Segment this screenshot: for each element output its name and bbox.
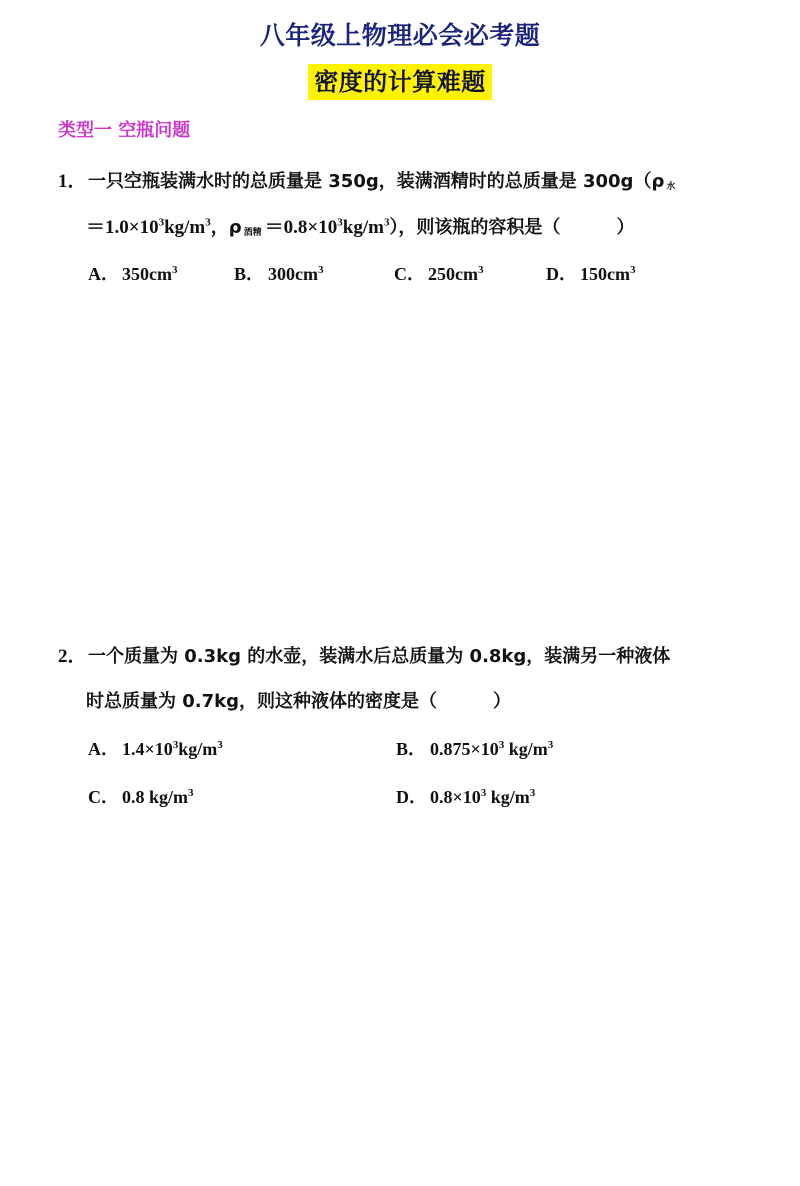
exponent: 3 [477, 264, 484, 276]
option-value: 150cm [580, 264, 630, 284]
density-water-value: ＝1.0×10 [86, 217, 159, 238]
exponent: 3 [480, 787, 487, 799]
exponent: 3 [317, 264, 324, 276]
option-b [396, 735, 553, 761]
question-2-options-row-2 [88, 783, 768, 807]
option-a [88, 260, 177, 286]
option-letter: A． [88, 264, 119, 284]
unit: kg/m [178, 739, 218, 759]
unit: kg/m [504, 739, 548, 759]
option-d [546, 260, 635, 286]
exponent: 3 [383, 216, 390, 229]
option-b [234, 260, 323, 286]
exponent: 3 [529, 787, 536, 799]
exponent: 3 [171, 264, 178, 276]
question-prompt: ），则该瓶的容积是（ [389, 217, 561, 238]
exponent: 3 [205, 216, 211, 229]
question-1-line-2 [86, 212, 634, 239]
density-alcohol-value: ＝0.8×10 [264, 217, 338, 238]
option-value: 0.875×10 [430, 739, 499, 759]
unit: kg/m [486, 787, 530, 807]
highlighted-subtitle: 密度的计算难题 [308, 64, 492, 100]
question-1-options [88, 260, 768, 284]
question-prompt: 时总质量为 0.7kg，则这种液体的密度是（ [86, 691, 438, 712]
option-c [88, 783, 194, 809]
option-d [396, 783, 535, 809]
question-2-line-2 [86, 687, 511, 713]
exponent: 3 [158, 216, 165, 229]
option-letter: C． [88, 787, 119, 807]
rho-subscript-alcohol: 酒精 [243, 227, 262, 237]
exponent: 3 [217, 739, 223, 751]
close-paren: ） [616, 217, 635, 238]
option-letter: B． [396, 739, 427, 759]
option-value: 0.8 kg/m [122, 787, 189, 807]
close-paren: ） [493, 691, 512, 712]
option-value: 300cm [268, 264, 318, 284]
option-value: 0.8×10 [430, 787, 481, 807]
option-letter: D． [546, 264, 577, 284]
option-letter: C． [394, 264, 425, 284]
exponent: 3 [547, 739, 554, 751]
exponent: 3 [629, 264, 636, 276]
option-letter: A． [88, 739, 119, 759]
exponent: 3 [172, 739, 179, 751]
option-value: 250cm [428, 264, 478, 284]
option-letter: B． [234, 264, 265, 284]
question-number: 2． [58, 646, 87, 667]
question-2-line-1 [58, 641, 670, 668]
option-a [88, 735, 223, 761]
unit: kg/m [164, 217, 206, 238]
option-value: 1.4×10 [122, 739, 173, 759]
subtitle-container [0, 64, 800, 100]
rho-subscript-water: 水 [666, 181, 676, 191]
question-2-options-row-1 [88, 735, 768, 759]
question-text: 一个质量为 0.3kg 的水壶，装满水后总质量为 0.8kg，装满另一种液体 [88, 646, 671, 667]
question-text: 一只空瓶装满水时的总质量是 350g，装满酒精时的总质量是 300g（ρ [88, 171, 665, 192]
question-number: 1． [58, 171, 87, 192]
unit: kg/m [342, 217, 384, 238]
separator-rho: ，ρ [210, 217, 242, 238]
section-heading: 类型一 空瓶问题 [58, 120, 191, 141]
option-value: 350cm [122, 264, 172, 284]
exponent: 3 [188, 787, 194, 799]
page-title: 八年级上物理必会必考题 [259, 21, 541, 50]
exponent: 3 [498, 739, 505, 751]
exponent: 3 [337, 216, 343, 229]
option-letter: D． [396, 787, 427, 807]
question-1-line-1 [58, 166, 678, 193]
option-c [394, 260, 483, 286]
